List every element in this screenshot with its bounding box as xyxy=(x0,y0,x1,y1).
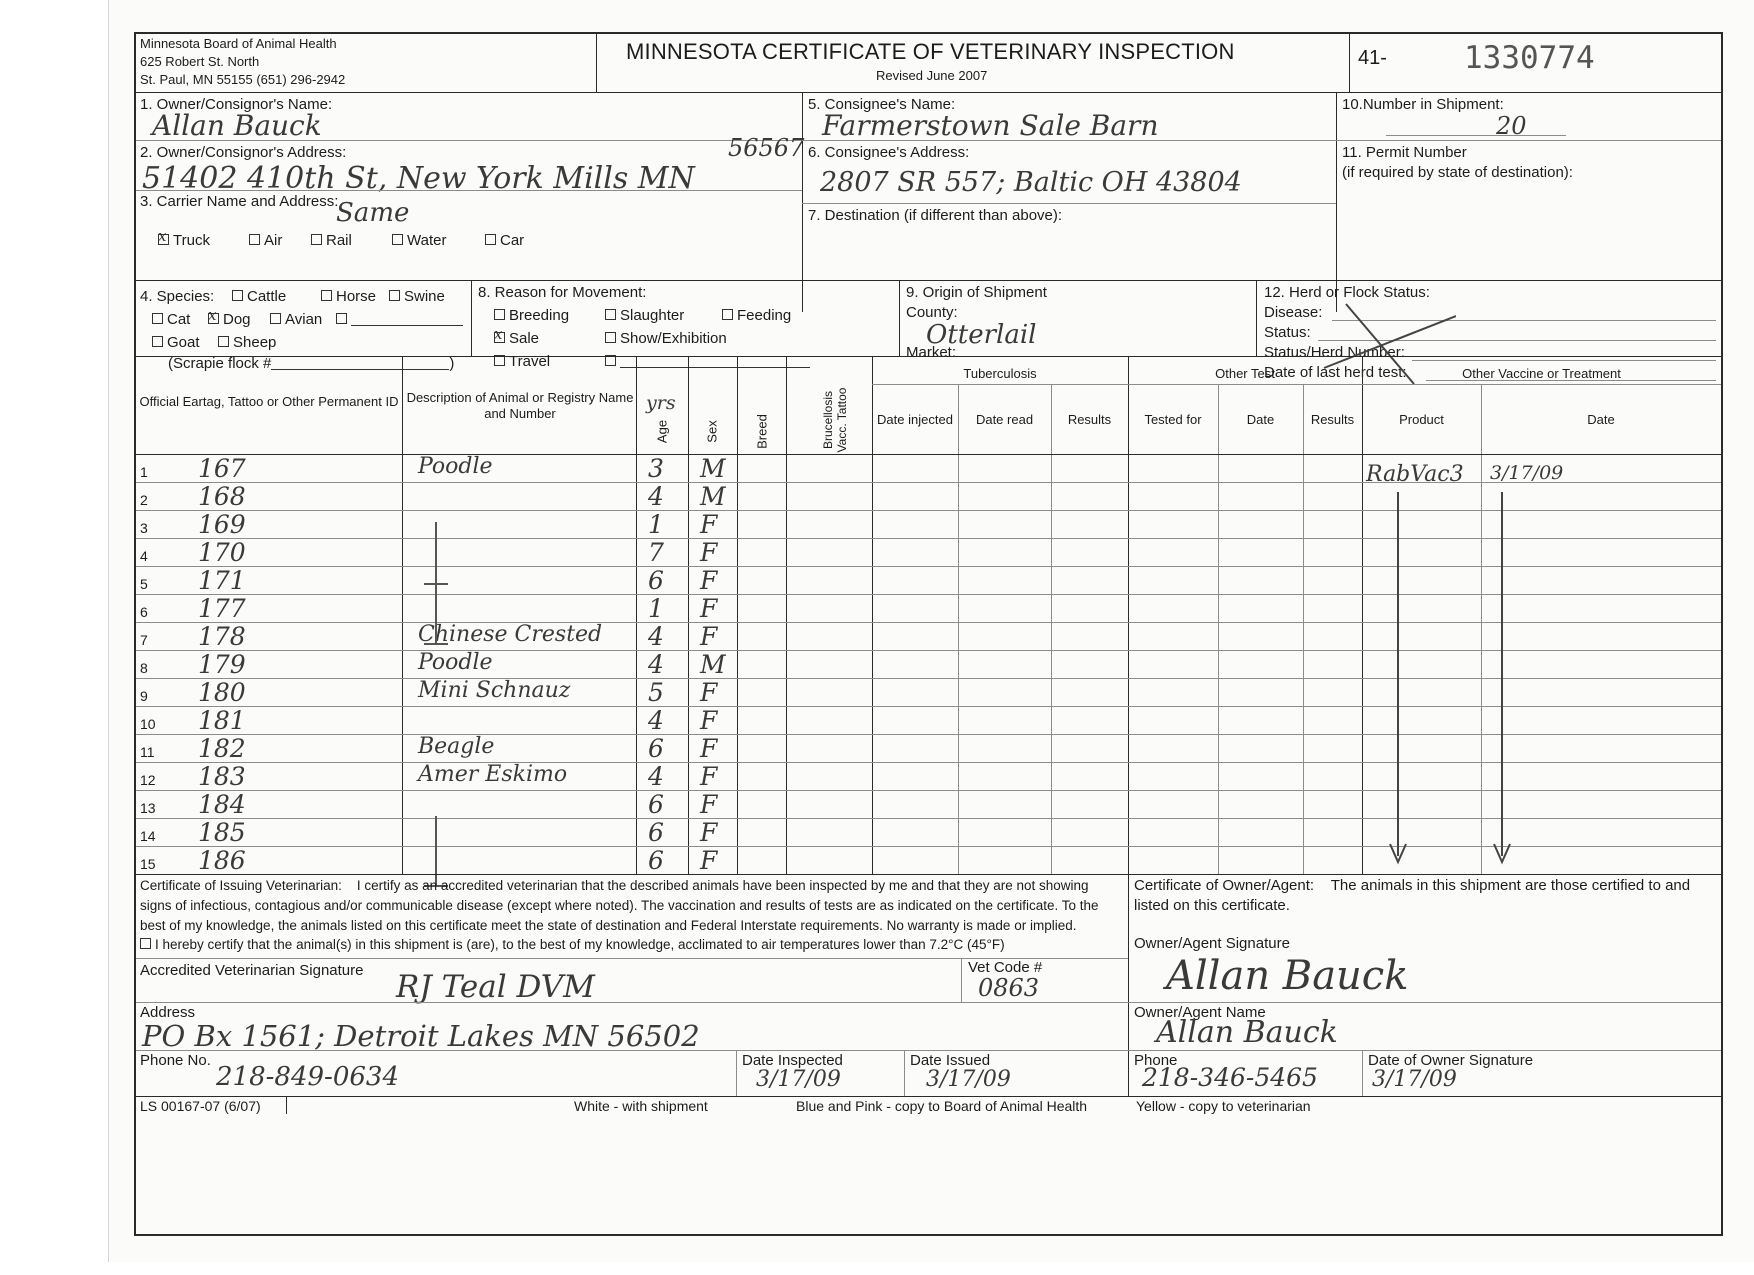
dog-checkbox[interactable] xyxy=(208,313,219,324)
destination-label: 7. Destination (if different than above): xyxy=(808,207,1063,224)
vaccine-group-header: Other Vaccine or Treatment xyxy=(1462,366,1621,381)
vet-signature-label: Accredited Veterinarian Signature xyxy=(140,962,364,979)
carrier-truck-option[interactable]: xTruck xyxy=(158,232,210,249)
feeding-checkbox[interactable] xyxy=(722,309,733,320)
tb-group-header: Tuberculosis xyxy=(963,366,1037,381)
scrapie-flock-field[interactable]: (Scrapie flock # ) xyxy=(168,355,455,372)
permit-sub-label: (if required by state of destination): xyxy=(1342,164,1573,181)
row-number: 5 xyxy=(140,576,148,592)
number-shipment-label: 10.Number in Shipment: xyxy=(1342,96,1504,113)
animal-id-cell[interactable]: 170 xyxy=(198,538,246,567)
row-number: 11 xyxy=(140,744,155,760)
slaughter-checkbox[interactable] xyxy=(605,309,616,320)
animal-id-cell[interactable]: 182 xyxy=(198,734,246,763)
animal-sex-cell[interactable]: F xyxy=(700,594,718,623)
swine-checkbox[interactable] xyxy=(389,290,400,301)
animal-sex-cell[interactable]: F xyxy=(700,790,718,819)
owner-zip-value[interactable]: 56567 xyxy=(728,134,805,162)
animal-id-cell[interactable]: 185 xyxy=(198,818,246,847)
cert-number: 1330774 xyxy=(1464,40,1595,76)
animal-age-cell[interactable]: 7 xyxy=(648,538,664,567)
copy-yellow-note: Yellow - copy to veterinarian xyxy=(1136,1098,1311,1114)
animal-age-cell[interactable]: 1 xyxy=(648,510,664,539)
row-number: 6 xyxy=(140,604,148,620)
date-issued-value[interactable]: 3/17/09 xyxy=(926,1067,1011,1092)
owner-signature[interactable]: Allan Bauck xyxy=(1166,953,1409,999)
number-shipment-value[interactable]: 20 xyxy=(1496,112,1527,140)
breeding-checkbox[interactable] xyxy=(494,309,505,320)
herd-last-test-label: Date of last herd test: xyxy=(1264,364,1407,381)
owner-signature-label: Owner/Agent Signature xyxy=(1134,935,1290,952)
carrier-value[interactable]: Same xyxy=(336,198,410,228)
avian-checkbox[interactable] xyxy=(270,313,281,324)
copy-blue-pink-note: Blue and Pink - copy to Board of Animal Health xyxy=(796,1098,1088,1114)
tb-results-header: Results xyxy=(1067,412,1112,427)
carrier-car-option[interactable]: Car xyxy=(485,232,524,249)
animal-age-cell[interactable]: 5 xyxy=(648,678,664,707)
herd-number-label: Status/Herd Number: xyxy=(1264,344,1405,361)
carrier-air-option[interactable]: Air xyxy=(249,232,282,249)
animal-age-cell[interactable]: 4 xyxy=(648,762,664,791)
ot-tested-for-header: Tested for xyxy=(1144,412,1202,427)
owner-address-value[interactable]: 51402 410th St, New York Mills MN xyxy=(142,161,695,196)
cert-prefix: 41- xyxy=(1358,47,1387,69)
row-number: 9 xyxy=(140,688,148,704)
animal-id-cell[interactable]: 180 xyxy=(198,678,246,707)
animal-age-cell[interactable]: 6 xyxy=(648,846,664,875)
owner-name-label: 1. Owner/Consignor's Name: xyxy=(140,96,333,113)
rail-checkbox[interactable] xyxy=(311,234,322,245)
animal-id-cell[interactable]: 169 xyxy=(198,510,246,539)
species-swine-option[interactable]: Swine xyxy=(389,288,445,305)
consignee-address-value[interactable]: 2807 SR 557; Baltic OH 43804 xyxy=(820,167,1242,198)
water-checkbox[interactable] xyxy=(392,234,403,245)
row-number: 10 xyxy=(140,716,156,732)
county-label: County: xyxy=(906,304,958,321)
animal-age-cell[interactable]: 6 xyxy=(648,790,664,819)
owner-phone-label: Phone xyxy=(1134,1052,1178,1069)
animal-sex-cell[interactable]: F xyxy=(700,706,718,735)
county-value[interactable]: Otterlail xyxy=(926,320,1037,350)
row-number: 1 xyxy=(140,464,148,480)
goat-checkbox[interactable] xyxy=(152,336,163,347)
animal-age-cell[interactable]: 4 xyxy=(648,622,664,651)
row-number: 8 xyxy=(140,660,148,676)
date-inspected-value[interactable]: 3/17/09 xyxy=(756,1067,841,1092)
row-number: 3 xyxy=(140,520,148,536)
vet-address-value[interactable]: PO Bx 1561; Detroit Lakes MN 56502 xyxy=(142,1019,700,1053)
horse-checkbox[interactable] xyxy=(321,290,332,301)
row-number: 13 xyxy=(140,800,156,816)
owner-name-bottom-value[interactable]: Allan Bauck xyxy=(1156,1015,1338,1050)
board-street: 625 Robert St. North xyxy=(140,54,260,69)
sale-checkbox[interactable] xyxy=(494,332,505,343)
carrier-rail-option[interactable]: Rail xyxy=(311,232,352,249)
species-goat-option[interactable]: Goat xyxy=(152,334,200,351)
vet-phone-value[interactable]: 218-849-0634 xyxy=(216,1062,399,1092)
col-brucellosis-header: Brucellosis Vacc. Tattoo xyxy=(821,387,849,453)
tb-date-read-header: Date read xyxy=(975,412,1034,427)
cattle-checkbox[interactable] xyxy=(232,290,243,301)
col-sex-header: Sex xyxy=(704,420,720,443)
origin-label: 9. Origin of Shipment xyxy=(906,284,1047,301)
owner-name-label-bottom: Owner/Agent Name xyxy=(1134,1004,1266,1021)
vet-code-value[interactable]: 0863 xyxy=(978,974,1040,1002)
animal-id-cell[interactable]: 168 xyxy=(198,482,246,511)
market-label: Market: xyxy=(906,344,957,361)
row-number: 15 xyxy=(140,856,156,872)
animal-sex-cell[interactable]: F xyxy=(700,622,718,651)
animal-id-cell[interactable]: 171 xyxy=(198,566,246,595)
species-dog-option[interactable]: x Dog xyxy=(208,311,251,328)
herd-status-label: 12. Herd or Flock Status: xyxy=(1264,284,1430,301)
air-checkbox[interactable] xyxy=(249,234,260,245)
carrier-water-option[interactable]: Water xyxy=(392,232,446,249)
animal-age-cell[interactable]: 6 xyxy=(648,566,664,595)
animal-description-cell[interactable]: Chinese Crested xyxy=(418,622,603,647)
animal-age-cell[interactable]: 6 xyxy=(648,818,664,847)
owner-address-label: 2. Owner/Consignor's Address: xyxy=(140,144,347,161)
species-avian-option[interactable]: Avian xyxy=(270,311,322,328)
owner-name-value[interactable]: Allan Bauck xyxy=(152,109,322,142)
herd-disease-label: Disease: xyxy=(1264,304,1323,321)
vac-product-header: Product xyxy=(1399,412,1444,427)
carrier-label: 3. Carrier Name and Address: xyxy=(140,193,339,210)
consignee-name-label: 5. Consignee's Name: xyxy=(808,96,956,113)
animal-id-cell[interactable]: 183 xyxy=(198,762,246,791)
row-number: 7 xyxy=(140,632,148,648)
col-id-header: Official Eartag, Tattoo or Other Permanent ID xyxy=(139,394,399,409)
owner-date-label: Date of Owner Signature xyxy=(1368,1052,1534,1069)
animal-id-cell[interactable]: 186 xyxy=(198,846,246,875)
animal-description-cell[interactable]: Beagle xyxy=(418,734,495,759)
animal-sex-cell[interactable]: M xyxy=(700,454,726,483)
species-horse-option[interactable]: Horse xyxy=(321,288,376,305)
animal-sex-cell[interactable]: M xyxy=(700,482,726,511)
species-cat-option[interactable]: Cat xyxy=(152,311,190,328)
animal-sex-cell[interactable]: F xyxy=(700,762,718,791)
consignee-address-label: 6. Consignee's Address: xyxy=(808,144,970,161)
reason-slaughter-option[interactable]: Slaughter xyxy=(605,307,684,324)
row-number: 14 xyxy=(140,828,156,844)
animal-id-cell[interactable]: 177 xyxy=(198,594,246,623)
form-number: LS 00167-07 (6/07) xyxy=(140,1098,261,1114)
desc-ditto-marks xyxy=(416,514,456,894)
consignee-name-value[interactable]: Farmerstown Sale Barn xyxy=(822,109,1159,142)
vac-date-header: Date xyxy=(1587,412,1615,427)
vet-certificate-text: Certificate of Issuing Veterinarian: I certify as an accredited veterinarian that the described animals have been inspected by me and that they are not showing signs of infectious, contagious and/or communicable disease (except where noted). The vaccination and results of tests are as indicated on the certificate. To the best of my knowledge, the animals listed on this certificate meet the state of destination and Federal Interstate requirements. No warranty is made or implied. xyxy=(140,878,1099,933)
reason-travel-option[interactable]: Travel xyxy=(494,353,550,370)
animal-sex-cell[interactable]: F xyxy=(700,846,718,875)
vet-signature[interactable]: RJ Teal DVM xyxy=(396,969,595,1005)
ditto-arrows xyxy=(1376,484,1516,874)
animal-sex-cell[interactable]: M xyxy=(700,650,726,679)
reason-feeding-option[interactable]: Feeding xyxy=(722,307,791,324)
reason-show-option[interactable]: Show/Exhibition xyxy=(605,330,727,347)
animal-id-cell[interactable]: 167 xyxy=(198,454,246,483)
animal-id-cell[interactable]: 184 xyxy=(198,790,246,819)
ot-results-header: Results xyxy=(1310,412,1355,427)
animal-description-cell[interactable]: Amer Eskimo xyxy=(418,762,568,787)
col-desc-header: Description of Animal or Registry Name and Number xyxy=(406,390,634,421)
animal-age-cell[interactable]: 6 xyxy=(648,734,664,763)
board-city-phone: St. Paul, MN 55155 (651) 296-2942 xyxy=(140,72,346,87)
reason-label: 8. Reason for Movement: xyxy=(478,284,647,301)
row-number: 4 xyxy=(140,548,148,564)
species-other-option[interactable] xyxy=(336,311,463,328)
animal-id-cell[interactable]: 179 xyxy=(198,650,246,679)
species-sheep-option[interactable]: Sheep xyxy=(218,334,276,351)
owner-date-value[interactable]: 3/17/09 xyxy=(1372,1067,1457,1092)
species-label: 4. Species: xyxy=(140,288,215,305)
animal-sex-cell[interactable]: F xyxy=(700,818,718,847)
animal-sex-cell[interactable]: F xyxy=(700,734,718,763)
animal-id-cell[interactable]: 181 xyxy=(198,706,246,735)
ot-date-header: Date xyxy=(1246,412,1275,427)
reason-sale-option[interactable]: xSale xyxy=(494,330,539,347)
tb-date-injected-header: Date injected xyxy=(877,412,953,427)
board-name: Minnesota Board of Animal Health xyxy=(140,36,337,51)
animal-age-cell[interactable]: 3 xyxy=(648,454,664,483)
herd-status-line-label: Status: xyxy=(1264,324,1311,341)
car-checkbox[interactable] xyxy=(485,234,496,245)
revised-date: Revised June 2007 xyxy=(876,68,988,83)
permit-label: 11. Permit Number xyxy=(1342,144,1467,161)
truck-checkbox[interactable] xyxy=(158,234,169,245)
date-inspected-label: Date Inspected xyxy=(742,1052,843,1069)
animal-description-cell[interactable]: Poodle xyxy=(418,650,493,675)
animal-age-cell[interactable]: 4 xyxy=(648,706,664,735)
cat-checkbox[interactable] xyxy=(152,313,163,324)
acclimated-checkbox[interactable] xyxy=(140,938,151,949)
owner-certificate-text: Certificate of Owner/Agent: The animals in this shipment are those certified to and listed on this certificate. xyxy=(1134,877,1691,914)
acclimated-option[interactable]: I hereby certify that the animal(s) in this shipment is (are), to the best of my knowledge, acclimated to air temperatures lower than 7.2°C (45°F) xyxy=(140,937,1005,952)
col-breed-header: Breed xyxy=(754,414,770,449)
other-species-checkbox[interactable] xyxy=(336,313,347,324)
animal-sex-cell[interactable]: F xyxy=(700,538,718,567)
form-title: MINNESOTA CERTIFICATE OF VETERINARY INSPECTION xyxy=(626,39,1235,64)
owner-phone-value[interactable]: 218-346-5465 xyxy=(1142,1063,1318,1092)
animal-sex-cell[interactable]: F xyxy=(700,510,718,539)
animal-age-cell[interactable]: 1 xyxy=(648,594,664,623)
vac-date-value[interactable]: 3/17/09 xyxy=(1490,462,1564,484)
animal-id-cell[interactable]: 178 xyxy=(198,622,246,651)
vet-phone-label: Phone No. xyxy=(140,1052,211,1069)
animal-age-cell[interactable]: 4 xyxy=(648,650,664,679)
row-number: 2 xyxy=(140,492,148,508)
certificate-form xyxy=(134,32,1723,1236)
animal-age-cell[interactable]: 4 xyxy=(648,482,664,511)
copy-white-note: White - with shipment xyxy=(574,1098,708,1114)
vet-address-label: Address xyxy=(140,1004,196,1021)
animal-description-cell[interactable]: Mini Schnauz xyxy=(418,678,571,703)
row-number: 12 xyxy=(140,772,156,788)
date-issued-label: Date Issued xyxy=(910,1052,991,1069)
animal-sex-cell[interactable]: F xyxy=(700,678,718,707)
age-unit-note: yrs xyxy=(646,392,676,414)
species-cattle-option[interactable]: Cattle xyxy=(232,288,286,305)
show-checkbox[interactable] xyxy=(605,332,616,343)
sheep-checkbox[interactable] xyxy=(218,336,229,347)
other-test-group-header: Other Test xyxy=(1215,366,1275,381)
animal-description-cell[interactable]: Poodle xyxy=(418,454,493,479)
vet-code-label: Vet Code # xyxy=(968,959,1043,976)
reason-breeding-option[interactable]: Breeding xyxy=(494,307,569,324)
col-age-header: Age xyxy=(654,419,670,444)
animal-sex-cell[interactable]: F xyxy=(700,566,718,595)
vac-product-value[interactable]: RabVac3 xyxy=(1366,462,1464,487)
